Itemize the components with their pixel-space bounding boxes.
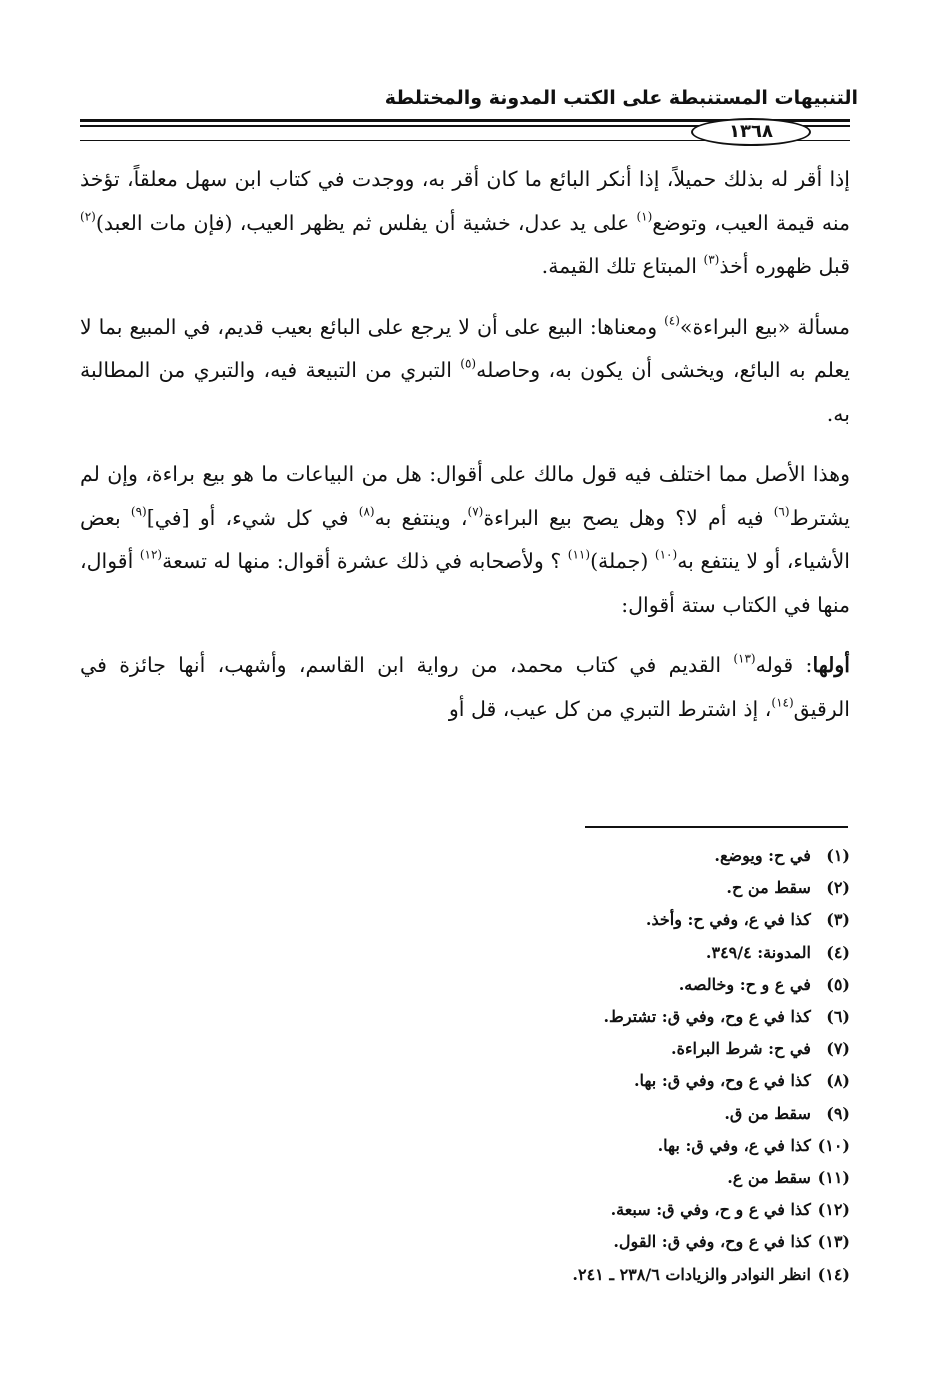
text-run: التبري من التبيعة فيه، والتبري من المطالبة به. <box>80 358 850 426</box>
footnote-text: كذا في ع وح، وفي ق: القول. <box>613 1232 811 1252</box>
text-run: بعض الأشياء، أو لا ينتفع به <box>80 505 850 573</box>
footnote-item <box>80 969 850 1001</box>
footnote-text: انظر النوادر والزيادات ٢٣٨/٦ ـ ٢٤١. <box>572 1264 811 1284</box>
text-run: ؟ ولأصحابه في ذلك عشرة أقوال: منها له تسعة <box>162 549 568 573</box>
footnote-text: سقط من ع. <box>727 1168 811 1188</box>
footnote-number: (١) <box>826 846 850 865</box>
text-run: في كل شيء، أو [في] <box>146 505 359 530</box>
footnote-text: كذا في ع و ح، وفي ق: سبعة. <box>610 1200 811 1220</box>
footnote-ref: (١) <box>636 208 653 223</box>
footnote-item <box>80 1226 850 1258</box>
footnote-item <box>80 937 850 969</box>
footnote-item <box>80 1065 850 1097</box>
footnote-item <box>80 1259 850 1291</box>
footnote-item <box>80 1001 850 1033</box>
footnote-number: (٩) <box>826 1103 850 1123</box>
footnote-number: (١٠) <box>817 1135 850 1155</box>
footnote-item <box>80 1130 850 1162</box>
footnote-ref: (٦) <box>773 503 790 518</box>
footnote-ref: (٢) <box>80 208 96 223</box>
footnote-ref: (١٠) <box>654 547 678 562</box>
footnote-ref: (٩) <box>130 503 147 518</box>
footnote-number: (٨) <box>826 1071 850 1091</box>
footnote-number: (٢) <box>826 878 850 898</box>
footnote-text: كذا في ع وح، وفي ق: تشترط. <box>603 1007 811 1027</box>
footnote-separator <box>585 826 848 828</box>
footnote-number: (١٤) <box>817 1264 850 1284</box>
paragraph-lead-word: أولها <box>812 653 850 677</box>
footnote-ref: (١١) <box>567 547 591 562</box>
footnote-text: كذا في ع وح، وفي ق: بها. <box>633 1071 811 1091</box>
text-run: : قوله <box>755 653 813 677</box>
paragraph-2 <box>80 306 850 437</box>
footnote-text: كذا في ع، وفي ح: وأخذ. <box>645 910 811 930</box>
main-text <box>80 158 850 731</box>
running-title: التنبيهات المستنبطة على الكتب المدونة والمختلطة <box>384 87 858 109</box>
footnote-ref: (٥) <box>460 356 477 371</box>
footnote-text: في ح: ويوضع. <box>714 846 811 865</box>
text-run: المبتاع تلك القيمة. <box>541 254 704 278</box>
footnote-number: (١٣) <box>817 1232 850 1252</box>
footnote-ref: (٣) <box>703 252 720 267</box>
text-run: قبل ظهوره أخذ <box>719 254 850 278</box>
footnote-text: في ع و ح: وخالصه. <box>678 974 811 994</box>
paragraph-3 <box>80 453 850 627</box>
footnote-number: (٦) <box>826 1007 850 1027</box>
footnote-ref: (٤) <box>664 312 680 327</box>
text-run: ، إذ اشترط التبري من كل عيب، قل أو <box>448 696 772 721</box>
footnote-text: المدونة: ٣٤٩/٤. <box>705 942 811 962</box>
footnote-item <box>80 840 850 872</box>
footnote-ref: (١٢) <box>139 547 163 562</box>
footnote-item <box>80 1098 850 1130</box>
footnote-number: (٥) <box>826 974 850 994</box>
text-run: وهذا الأصل مما اختلف فيه قول مالك على أقوال: هل من البياعات ما هو بيع براءة، وإن لم يشترط <box>80 462 851 530</box>
footnote-number: (١٢) <box>817 1200 850 1220</box>
footnote-ref: (١٣) <box>733 651 756 666</box>
footnote-item <box>80 904 850 936</box>
paragraph-4 <box>80 644 850 731</box>
page-number: ١٣٦٨ <box>691 118 811 146</box>
footnote-ref: (٨) <box>358 503 375 518</box>
footnote-ref: (٧) <box>467 503 484 518</box>
footnote-number: (٧) <box>826 1039 850 1059</box>
footnote-item <box>80 872 850 904</box>
footnote-number: (٤) <box>826 942 850 962</box>
paragraph-1 <box>80 158 850 289</box>
footnote-text: سقط من ح. <box>726 878 811 898</box>
footnote-item <box>80 1194 850 1226</box>
text-run: فيه أم لا؟ وهل يصح بيع البراءة <box>483 505 774 530</box>
footnote-number: (١١) <box>817 1168 850 1188</box>
footnote-text: كذا في ع، وفي ق: بها. <box>657 1135 811 1155</box>
text-run: أقوال، منها في الكتاب ستة أقوال: <box>80 549 850 617</box>
footnote-ref: (١٤) <box>771 694 794 709</box>
footnote-text: سقط من ق. <box>724 1103 811 1123</box>
text-run: إذا أقر له بذلك حميلاً، إذا أنكر البائع ما كان أقر به، ووجدت في كتاب ابن سهل معلقاً، تؤخذ منه قيمة العيب، وتوضع <box>80 167 851 235</box>
text-run: على يد عدل، خشية أن يفلس ثم يظهر العيب، (فإن مات العبد) <box>95 210 637 235</box>
text-run: القديم في كتاب محمد، من رواية ابن القاسم، وأشهب، أنها جائزة في الرقيق <box>80 653 850 721</box>
text-run: مسألة «بيع البراءة» <box>679 314 850 339</box>
text-run: ومعناها: البيع على أن لا يرجع على البائع بعيب قديم، في المبيع بما لا يعلم به البائع، ويخشى أن يكون به، وحاصله <box>80 314 850 382</box>
footnote-item <box>80 1033 850 1065</box>
footnotes-list <box>80 840 850 1291</box>
footnote-text: في ح: شرط البراءة. <box>671 1039 811 1059</box>
text-run: ، وينتفع به <box>374 505 468 530</box>
footnote-number: (٣) <box>826 910 850 930</box>
text-run: (جملة) <box>590 549 655 573</box>
footnote-item <box>80 1162 850 1194</box>
